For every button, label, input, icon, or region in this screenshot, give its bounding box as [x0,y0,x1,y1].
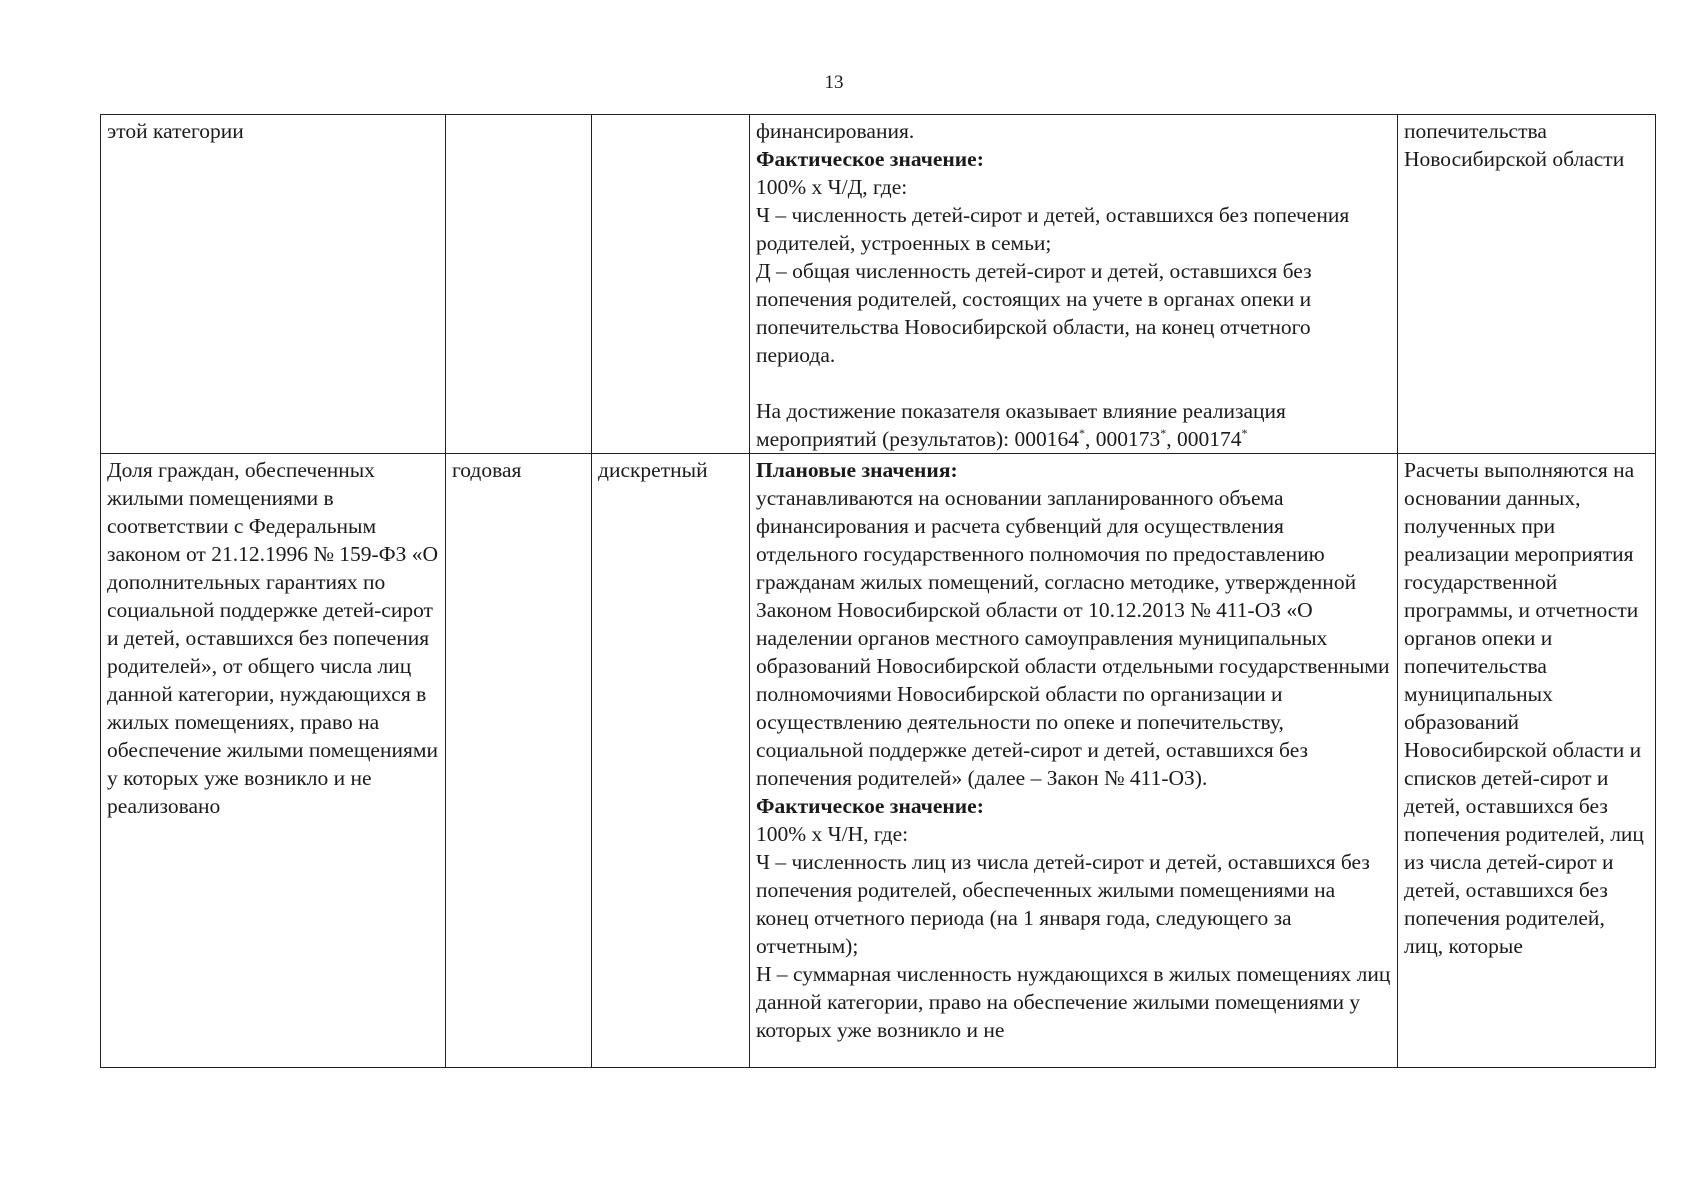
result-code: 000164 [1014,427,1080,451]
data-source-cell: попечительства Новосибирской области [1398,115,1656,454]
table-row [101,115,1656,454]
influence-note-text: На достижение показателя оказывает влияние реализация мероприятий (результатов): [756,399,1286,451]
footnote-mark: * [1241,425,1248,440]
indicator-cell: Доля граждан, обеспеченных жилыми помещениями в соответствии с Федеральным законом от 21.12.1996 № 159-ФЗ «О дополнительных гарантиях по социальной поддержке детей-сирот и детей, оставшихся без попечения родителей», от общего числа лиц данной категории, нуждающихся в жилых помещениях, право на обеспечение жилыми помещениями у которых уже возникло и не реализовано [101,454,446,1068]
formula-line: 100% х Ч/Н, где: [756,822,909,846]
actual-value-heading: Фактическое значение: [756,147,984,171]
denominator-definition: Н – суммарная численность нуждающихся в жилых помещениях лиц данной категории, право на обеспечение жилыми помещениями у которых уже возникло и не [756,962,1391,1042]
indicator-type-cell: дискретный [592,454,750,1068]
formula-line: 100% х Ч/Д, где: [756,175,908,199]
methodology-cell [750,115,1398,454]
table-row [101,454,1656,1068]
code-separator: , [1166,427,1178,451]
methodology-line: финансирования. [756,119,915,143]
footnote-mark: * [1160,425,1167,440]
result-code: 000173 [1095,427,1161,451]
denominator-definition: Д – общая численность детей-сирот и детей, оставшихся без попечения родителей, состоящих на учете в органах опеки и попечительства Новосибирской области, на конец отчетного периода. [756,259,1312,367]
periodicity-cell [446,115,592,454]
planned-values-text: устанавливаются на основании запланированного объема финансирования и расчета субвенций для осуществления отдельного государственного полномочия по предоставлению гражданам жилых помещений, согласно методике, утвержденной Законом Новосибирской области от 10.12.2013 № 411-ОЗ «О наделении органов местного самоуправления муниципальных образований Новосибирской области отдельными государственными полномочиями Новосибирской области по организации и осуществлению деятельности по опеке и попечительству, социальной поддержке детей-сирот и детей, оставшихся без попечения родителей» (далее – Закон № 411-ОЗ). [756,486,1390,790]
influence-note [756,397,1391,453]
data-source-cell: Расчеты выполняются на основании данных, полученных при реализации мероприятия государственной программы, и отчетности органов опеки и попечительства муниципальных образований Новосибирской области и списков детей-сирот и детей, оставшихся без попечения родителей, лиц из числа детей-сирот и детей, оставшихся без попечения родителей, лиц, которые [1398,454,1656,1068]
page-number: 13 [824,72,844,93]
planned-values-heading: Плановые значения: [756,458,958,482]
code-separator: , [1085,427,1096,451]
periodicity-cell: годовая [446,454,592,1068]
result-code: 000174 [1177,427,1242,451]
indicators-table [100,114,1656,1068]
methodology-cell [750,454,1398,1068]
actual-value-heading: Фактическое значение: [756,794,984,818]
numerator-definition: Ч – численность детей-сирот и детей, оставшихся без попечения родителей, устроенных в семьи; [756,203,1350,255]
indicator-type-cell [592,115,750,454]
footnote-mark: * [1079,425,1086,440]
indicator-cell: этой категории [101,115,446,454]
numerator-definition: Ч – численность лиц из числа детей-сирот и детей, оставшихся без попечения родителей, обеспеченных жилыми помещениями на конец отчетного периода (на 1 января года, следующего за отчетным); [756,850,1370,958]
